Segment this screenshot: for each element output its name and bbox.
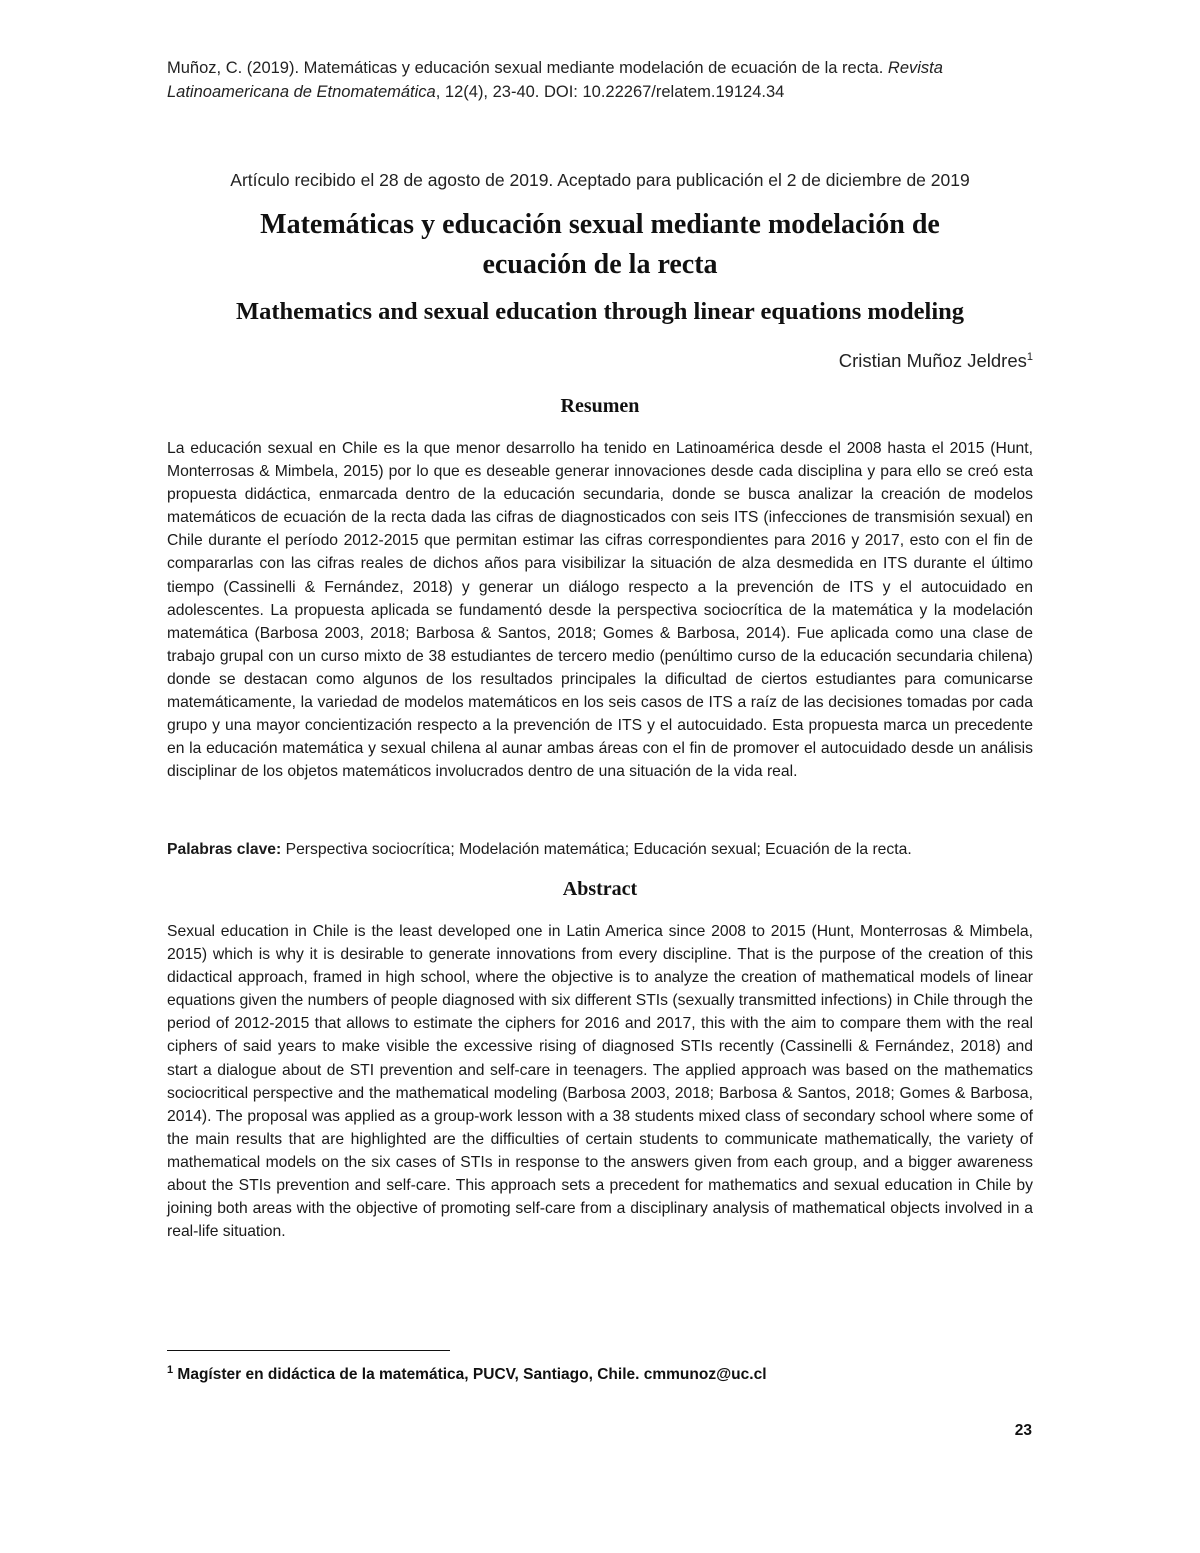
keywords-text: Perspectiva sociocrítica; Modelación matemática; Educación sexual; Ecuación de la recta. bbox=[281, 841, 912, 858]
title-spanish-line-1: Matemáticas y educación sexual mediante modelación de bbox=[260, 209, 940, 240]
resumen-paragraph: La educación sexual en Chile es la que menor desarrollo ha tenido en Latinoamérica desde el 2008 hasta el 2015 (Hunt, Monterrosas & Mimbela, 2015) por lo que es deseable generar innovaciones desde cada disciplina y para ello se creó esta propuesta didáctica, enmarcada dentro de la educación secundaria, donde se busca analizar la creación de modelos matemáticos de ecuación de la recta dada las cifras de diagnosticados con seis ITS (infecciones de transmisión sexual) en Chile durante el período 2012-2015 que permitan estimar las cifras correspondientes para 2016 y 2017, esto con el fin de compararlas con las cifras reales de dichos años para visibilizar la situación de alza desmedida en ITS durante el último tiempo (Cassinelli & Fernández, 2018) y generar un diálogo respecto a la prevención de ITS y el autocuidado en adolescentes. La propuesta aplicada se fundamentó desde la perspectiva sociocrítica de la matemática y la modelación matemática (Barbosa 2003, 2018; Barbosa & Santos, 2018; Gomes & Barbosa, 2014). Fue aplicada como una clase de trabajo grupal con un curso mixto de 38 estudiantes de tercero medio (penúltimo curso de la educación secundaria chilena) donde se destacan como algunos de los resultados principales la dificultad de ciertos estudiantes para comunicarse matemáticamente, la variedad de modelos matemáticos en los seis casos de ITS a raíz de las decisiones tomadas por cada grupo y una mayor concientización respecto a la prevención de ITS y el autocuidado. Esta propuesta marca un precedente en la educación matemática y sexual chilena al aunar ambas áreas con el fin de promover el autocuidado desde un análisis disciplinar de los objetos matemáticos involucrados dentro de una situación de la vida real. bbox=[167, 440, 1033, 781]
keywords-line bbox=[167, 838, 1033, 861]
abstract-heading: Abstract bbox=[562, 878, 638, 900]
author-line bbox=[839, 350, 1033, 372]
citation-details: , 12(4), 23-40. DOI: 10.22267/relatem.19124.34 bbox=[435, 83, 785, 101]
resumen-heading: Resumen bbox=[560, 395, 640, 417]
page-number: 23 bbox=[1014, 1422, 1032, 1439]
received-note: Artículo recibido el 28 de agosto de 2019. Aceptado para publicación el 2 de diciembre de 2019 bbox=[230, 170, 970, 190]
title-english: Mathematics and sexual education through linear equations modeling bbox=[235, 298, 965, 325]
footnote-divider bbox=[167, 1350, 450, 1351]
footnote bbox=[167, 1364, 767, 1384]
author-name: Cristian Muñoz Jeldres bbox=[838, 350, 1027, 371]
author-footnote-mark: 1 bbox=[1026, 350, 1033, 363]
journal-name: Revista Latinoamericana de Etnomatemática bbox=[167, 59, 943, 101]
footnote-mark: 1 bbox=[167, 1364, 174, 1376]
keywords-label: Palabras clave: bbox=[167, 841, 282, 858]
footnote-text: Magíster en didáctica de la matemática, PUCV, Santiago, Chile. cmmunoz@uc.cl bbox=[173, 1366, 767, 1384]
citation-header bbox=[167, 56, 1037, 104]
title-spanish bbox=[150, 205, 1050, 285]
title-spanish-line-2: ecuación de la recta bbox=[482, 249, 718, 280]
abstract-paragraph: Sexual education in Chile is the least developed one in Latin America since 2008 to 2015 (Hunt, Monterrosas & Mimbela, 2015) which is why it is desirable to generate innovations from every discipline. That is the purpose of the creation of this didactical approach, framed in high school, where the objective is to analyze the creation of mathematical models of linear equations given the numbers of people diagnosed with six different STIs (sexually transmitted infections) in Chile through the period of 2012-2015 that allows to estimate the ciphers for 2016 and 2017, this with the aim to compare them with the real ciphers of said years to make visible the excessive rising of diagnosed STIs recently (Cassinelli & Fernández, 2018) and start a dialogue about de STI prevention and self-care in teenagers. The applied approach was based on the mathematics sociocritical perspective and the mathematical modeling (Barbosa 2003, 2018; Barbosa & Santos, 2018; Gomes & Barbosa, 2014). The proposal was applied as a group-work lesson with a 38 students mixed class of secondary school where some of the main results that are highlighted are the difficulties of certain students to communicate mathematically, the variety of mathematical models on the six cases of STIs in response to the answers given from each group, and a bigger awareness about the STIs prevention and self-care. This approach sets a precedent for mathematics and sexual education in Chile by joining both areas with the objective of promoting self-care from a disciplinary analysis of mathematical objects involved in a real-life situation. bbox=[167, 923, 1033, 1241]
citation-text: Muñoz, C. (2019). Matemáticas y educación sexual mediante modelación de ecuación de la recta. bbox=[167, 59, 888, 77]
